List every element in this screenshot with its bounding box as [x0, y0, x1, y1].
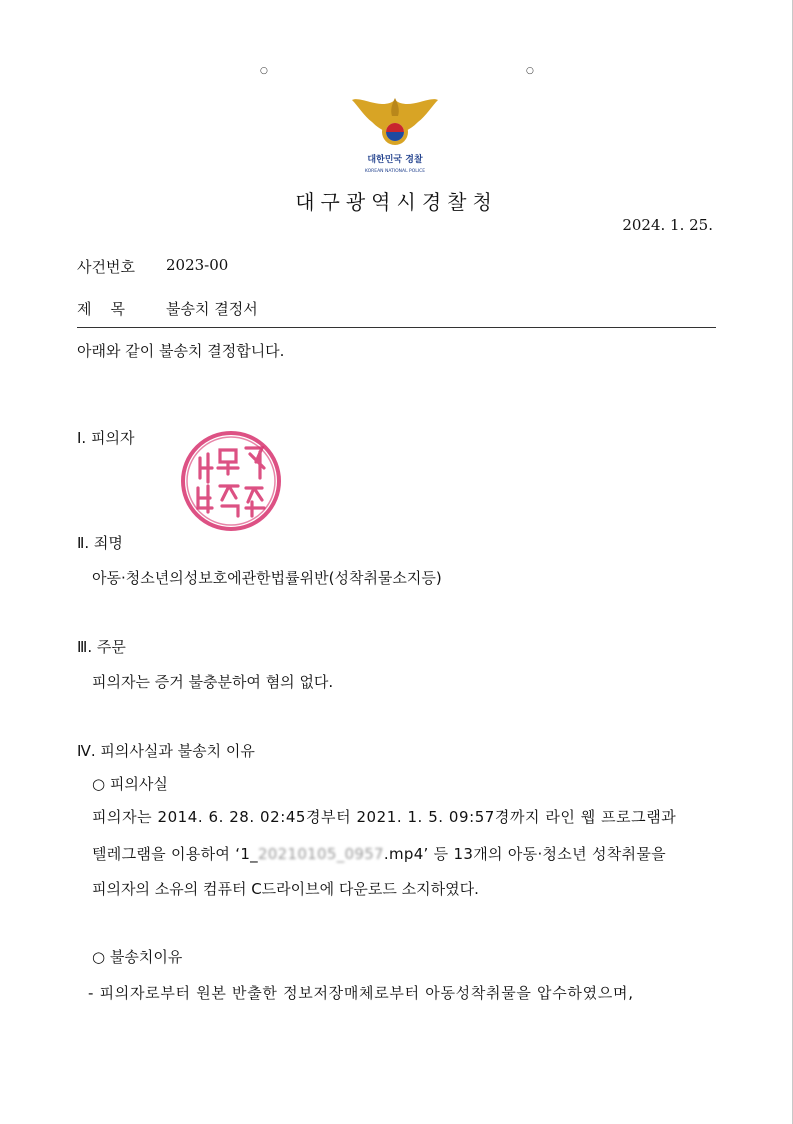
- facts-line-2-end: .mp4’ 등 13개의 아동·청소년 성착취물을: [383, 845, 666, 863]
- facts-line-1: 피의자는 2014. 6. 28. 02:45경부터 2021. 1. 5. 09:57경까지 라인 웹 프로그램과: [92, 808, 677, 826]
- facts-heading: ○ 피의사실: [92, 775, 168, 793]
- title-label: 제 목: [77, 300, 126, 318]
- reason-line-1: - 피의자로부터 원본 반출한 정보저장매체로부터 아동성착취물을 압수하였으며,: [88, 984, 634, 1002]
- case-number-value: 2023-00: [166, 256, 229, 274]
- svg-text:변호사 박준영: 변호사 박준영: [227, 528, 235, 529]
- charge-name: 아동·청소년의성보호에관한법률위반(성착취물소지등): [92, 569, 442, 587]
- document-date: 2024. 1. 25.: [622, 216, 713, 234]
- reason-heading: ○ 불송치이유: [92, 948, 183, 966]
- redacted-filename: 20210105_0957: [257, 845, 384, 863]
- section-2-heading: Ⅱ. 죄명: [77, 534, 123, 552]
- facts-line-2: [92, 843, 716, 864]
- divider-line: [77, 327, 716, 328]
- section-3-heading: Ⅲ. 주문: [77, 638, 126, 656]
- svg-text:KOREAN NATIONAL POLICE: KOREAN NATIONAL POLICE: [364, 169, 426, 174]
- page-dot-right: ○: [526, 66, 534, 76]
- section-1-heading: Ⅰ. 피의자: [77, 429, 135, 447]
- facts-line-2-start: 텔레그램을 이용하여 ‘1_: [92, 845, 258, 863]
- svg-text:대한민국 경찰: 대한민국 경찰: [367, 155, 423, 165]
- intro-text: 아래와 같이 불송치 결정합니다.: [77, 342, 285, 360]
- case-number-label: 사건번호: [77, 258, 135, 276]
- facts-line-3: 피의자의 소유의 컴퓨터 C드라이브에 다운로드 소지하였다.: [92, 880, 479, 898]
- page-dot-left: ○: [260, 66, 268, 76]
- red-seal-stamp: [178, 428, 284, 534]
- disposition-text: 피의자는 증거 불충분하여 혐의 없다.: [92, 673, 334, 691]
- section-4-heading: Ⅳ. 피의사실과 불송치 이유: [77, 742, 255, 760]
- agency-title: 대구광역시경찰청: [295, 190, 498, 214]
- police-emblem-logo: [348, 94, 442, 178]
- title-value: 불송치 결정서: [166, 300, 258, 318]
